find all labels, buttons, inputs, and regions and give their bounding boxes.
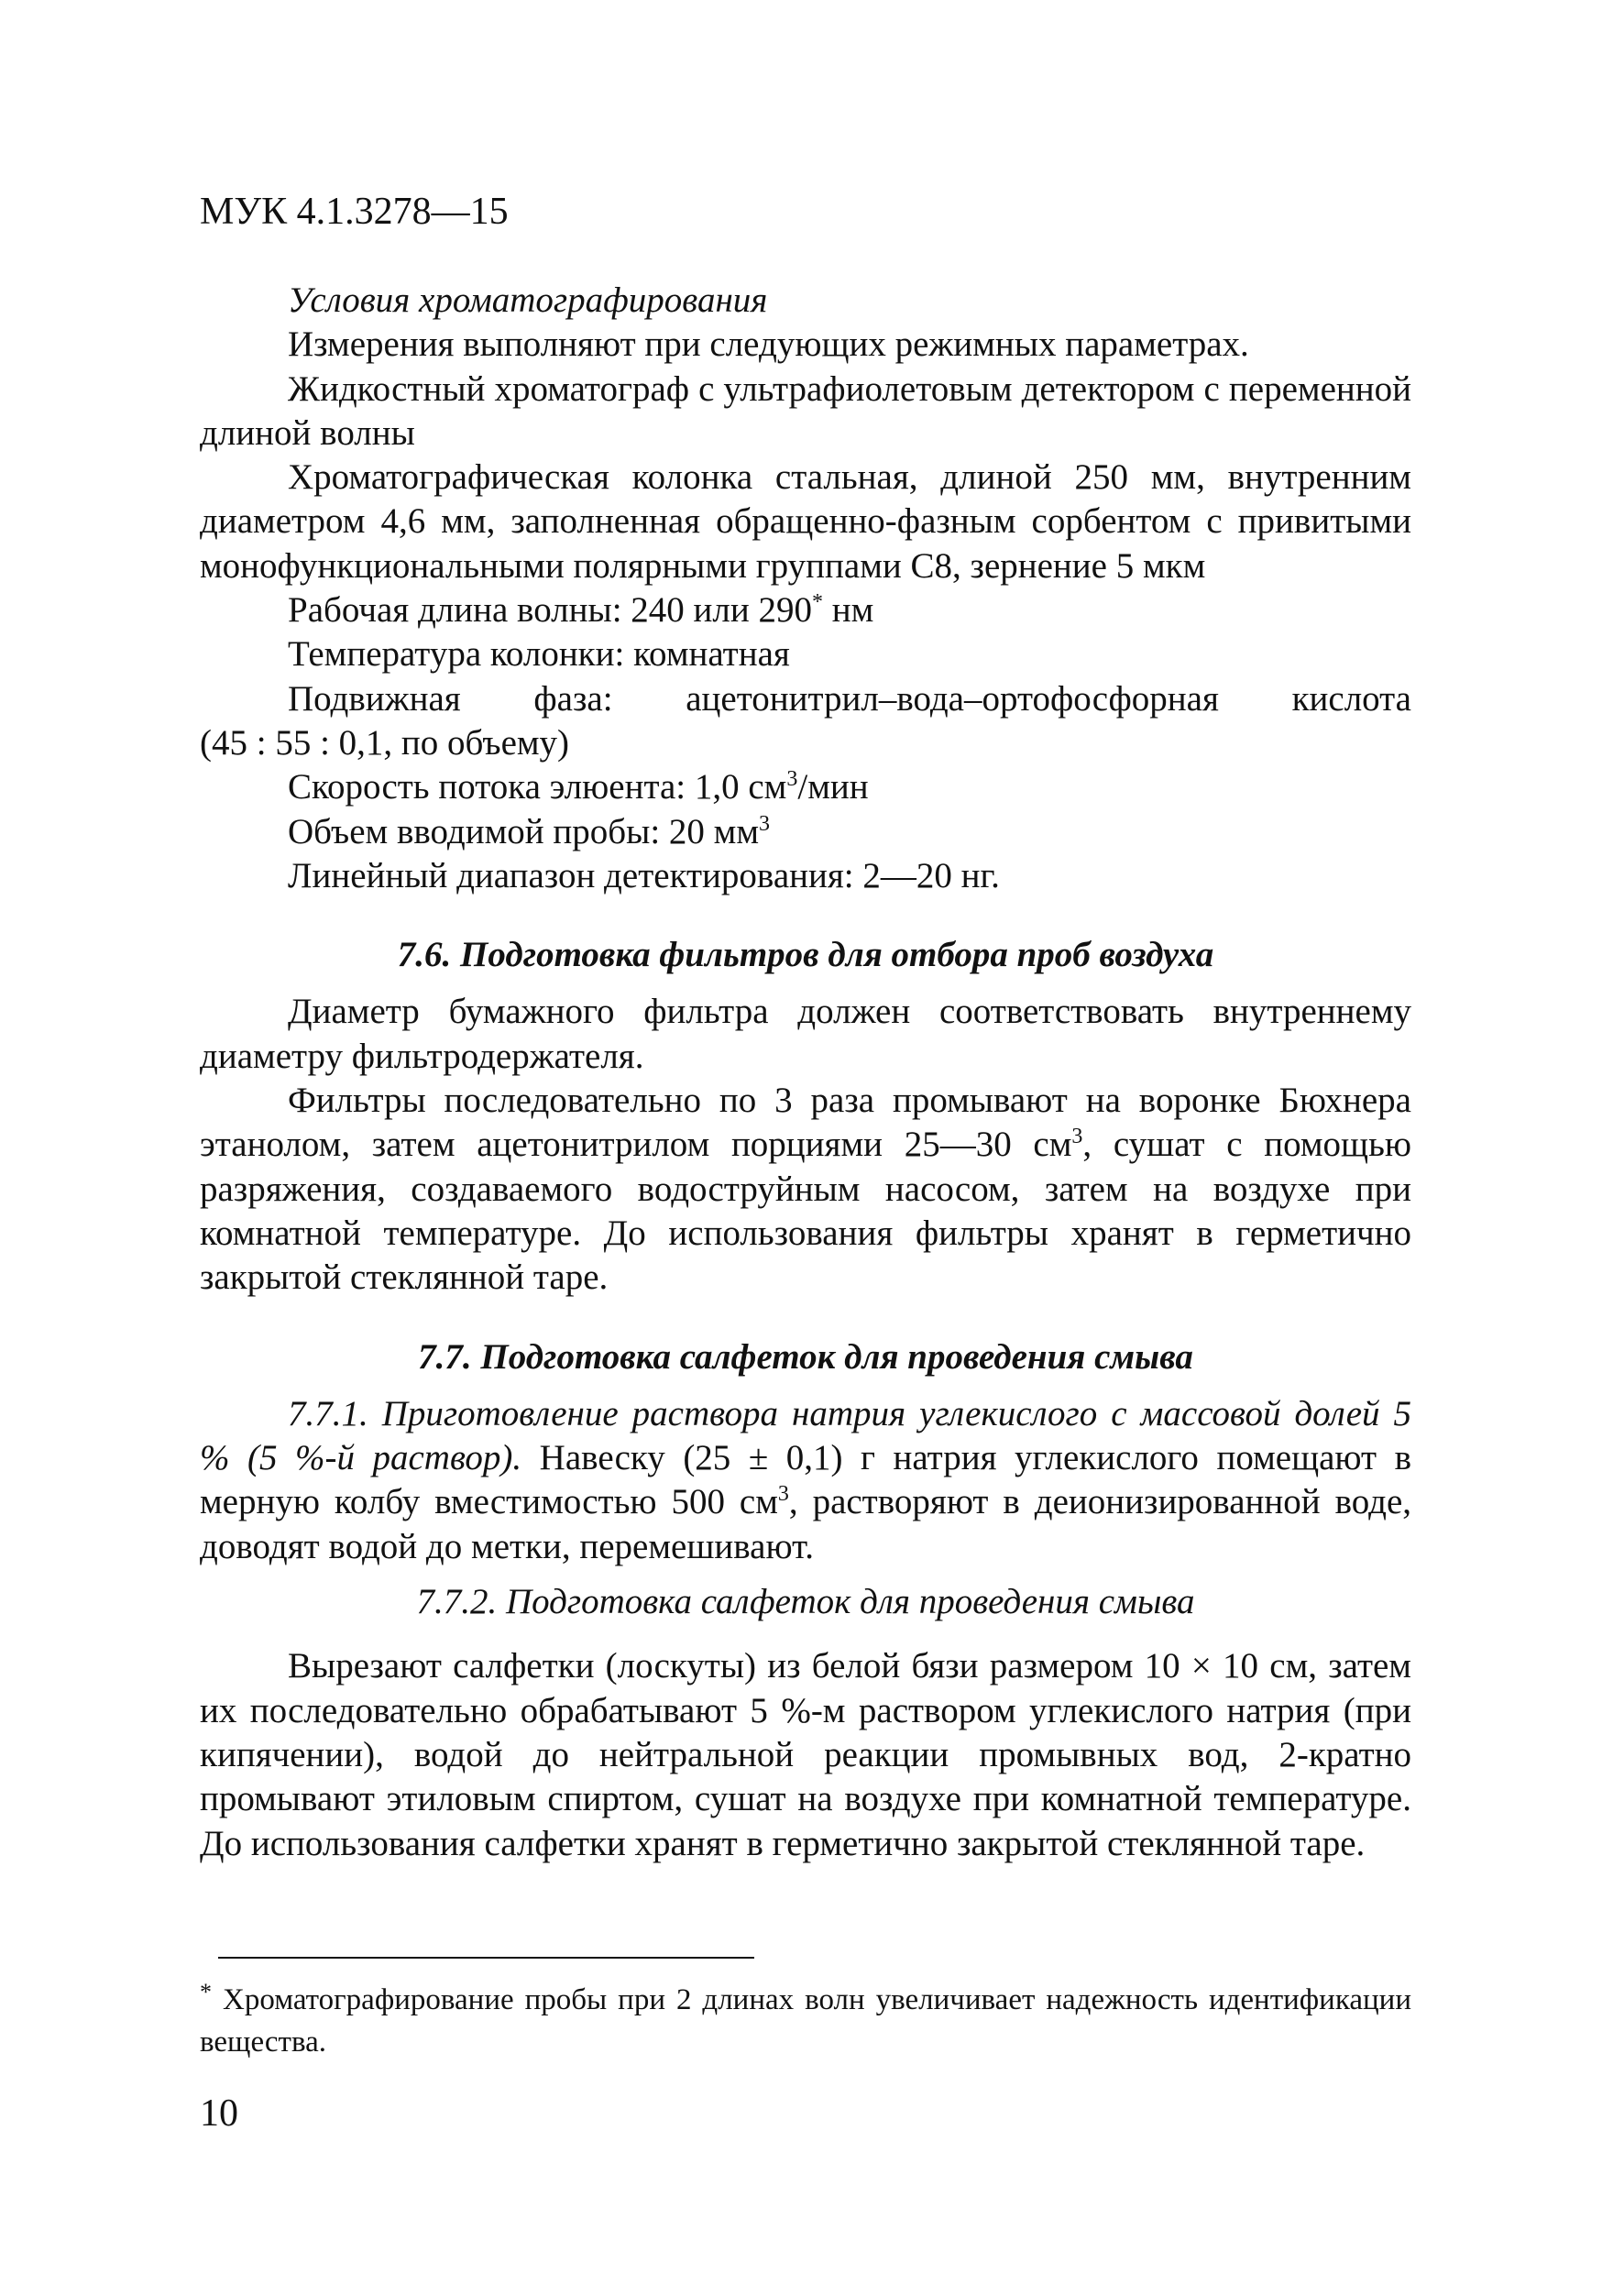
chromatograph-line: Жидкостный хроматограф с ультрафиолетовым детектором с переменной длиной волны — [200, 368, 1411, 453]
flow-rate-line — [200, 765, 1411, 809]
flow-rate-unit: /мин — [797, 767, 869, 807]
flow-rate-superscript: 3 — [786, 767, 798, 792]
wavelength-line — [200, 588, 1411, 632]
mobile-phase-ratio: (45 : 55 : 0,1, по объему) — [200, 722, 570, 763]
conditions-title: Условия хроматографирования — [288, 280, 768, 320]
section-7-6-heading: 7.6. Подготовка фильтров для отбора проб воздуха — [397, 935, 1214, 975]
section-7-7-1-title: 7.7.1. Приготовление раствора натрия углекислого с массовой долей 5 % (5 %-й раствор). — [200, 1393, 1411, 1478]
footnote-divider — [218, 1957, 754, 1959]
section-7-6-paragraph-1: Диаметр бумажного фильтра должен соответствовать внутреннему диаметру фильтродержателя. — [200, 992, 1411, 1076]
column-temperature-line: Температура колонки: комнатная — [288, 634, 790, 675]
section-7-7-heading: 7.7. Подготовка салфеток для проведения смыва — [418, 1336, 1193, 1377]
flow-rate-text: Скорость потока элюента: 1,0 см — [288, 767, 787, 807]
linear-range-line: Линейный диапазон детектирования: 2—20 нг. — [288, 855, 1000, 895]
section-7-6-paragraph-2-end: , сушат с помощью разряжения, создаваемого водоструйным насосом, затем на воздухе при комнатной температуре. До использования фильтры хранят в герметично закрытой стеклянной таре. — [200, 1125, 1411, 1298]
footnote-text: Хроматографирование пробы при 2 длинах волн увеличивает надежность идентификации вещества. — [200, 1983, 1411, 2059]
footnote — [200, 1980, 1411, 2062]
section-7-6-superscript: 3 — [1071, 1125, 1083, 1149]
injection-volume-text: Объем вводимой пробы: 20 мм — [288, 811, 760, 851]
section-7-7-2-paragraph: Вырезают салфетки (лоскуты) из белой бязи размером 10 × 10 см, затем их последовательно обрабатывают 5 %-м раствором углекислого натрия (при кипячении), водой до нейтральной реакции промывных вод, 2-кратно промывают этиловым спиртом, сушат на воздухе при комнатной температуре. До использования салфетки хранят в герметично закрытой стеклянной таре. — [200, 1646, 1411, 1863]
section-7-7-1-paragraph — [200, 1392, 1411, 1569]
section-7-7-1-text-end: , растворяют в деионизированной воде, доводят водой до метки, перемешивают. — [200, 1482, 1411, 1566]
wavelength-label: Рабочая длина волны: 240 или 290 — [288, 590, 813, 631]
section-7-7-1-superscript: 3 — [777, 1482, 789, 1507]
document-code: МУК 4.1.3278—15 — [200, 191, 509, 233]
footnote-reference: * — [812, 590, 824, 615]
page-number: 10 — [200, 2092, 238, 2135]
mobile-phase-line: Подвижная фаза: ацетонитрил–вода–ортофосфорная кислота — [288, 678, 1411, 719]
section-7-6-paragraph-2 — [200, 1079, 1411, 1300]
section-7-7-2-heading: 7.7.2. Подготовка салфеток для проведения смыва — [416, 1582, 1195, 1622]
section-7-6-paragraph-2-start: Фильтры последовательно по 3 раза промывают на воронке Бюхнера этанолом, затем ацетонитрилом порциями 25—30 см — [200, 1081, 1411, 1165]
footnote-mark: * — [200, 1979, 212, 2005]
column-line: Хроматографическая колонка стальная, длиной 250 мм, внутренним диаметром 4,6 мм, заполненная обращенно-фазным сорбентом с привитыми монофункциональными полярными группами C8, зернение 5 мкм — [200, 457, 1411, 586]
conditions-intro: Измерения выполняют при следующих режимных параметрах. — [288, 324, 1249, 365]
section-7-7-1-text-start: Навеску (25 ± 0,1) г натрия углекислого помещают в мерную колбу вместимостью 500 см — [200, 1438, 1412, 1522]
injection-volume-superscript: 3 — [759, 811, 771, 836]
page-content — [200, 279, 1411, 1866]
wavelength-unit: нм — [823, 590, 874, 631]
injection-volume-line — [200, 810, 1411, 854]
